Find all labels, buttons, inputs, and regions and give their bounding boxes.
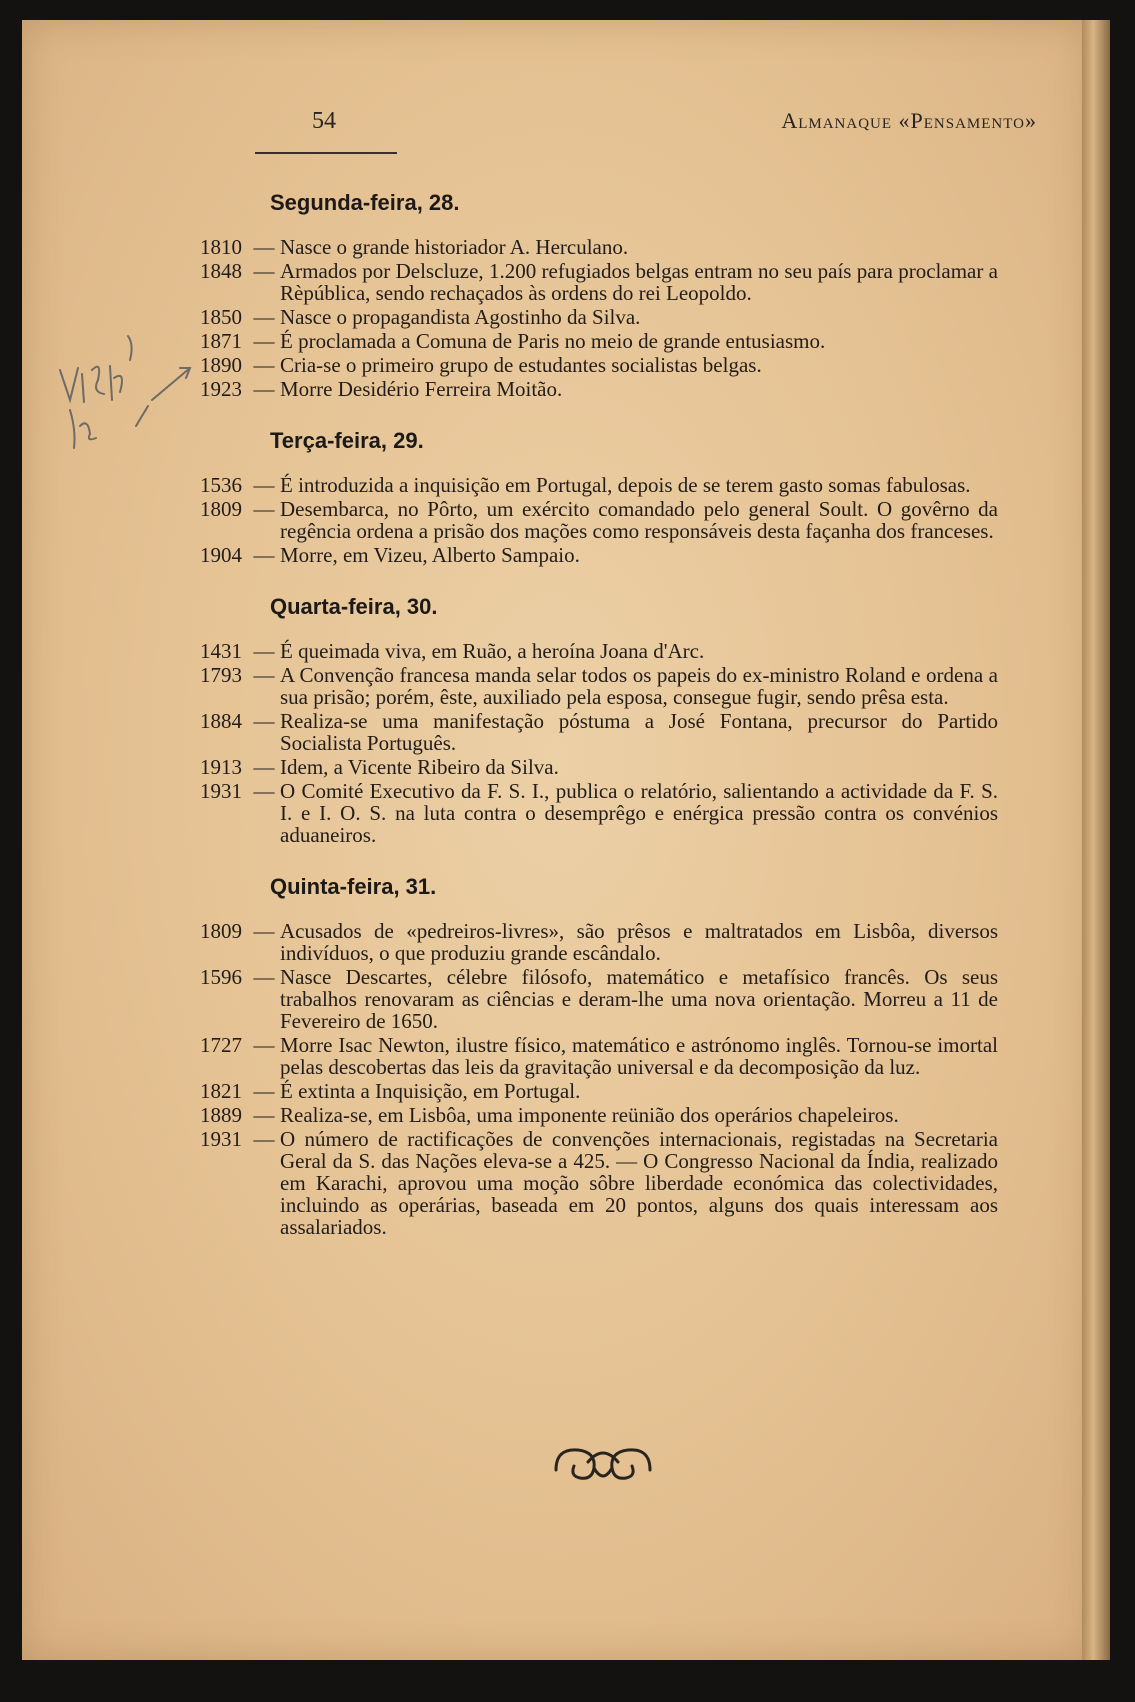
header-rule xyxy=(255,152,397,154)
entry-year: 1913 xyxy=(200,755,242,779)
entry-dash: — xyxy=(253,1033,275,1057)
running-title: Almanaque «Pensamento» xyxy=(781,108,1037,133)
list-item xyxy=(200,330,1000,352)
entry-year: 1923 xyxy=(200,377,242,401)
entry-list xyxy=(200,236,1000,400)
entry-text: É introduzida a inquisição em Portugal, depois de se terem gasto somas fabulosas. xyxy=(280,473,971,497)
entry-year: 1884 xyxy=(200,709,242,733)
entry-text: Realiza-se, em Lisbôa, uma imponente reünião dos operários chapeleiros. xyxy=(280,1103,899,1127)
entry-text: Acusados de «pedreiros-livres», são prêsos e maltratados em Lisbôa, diversos indivíduos, o que produziu grande escândalo. xyxy=(280,919,998,965)
list-item xyxy=(200,966,1000,1032)
page-header xyxy=(0,108,1135,148)
entry-dash: — xyxy=(253,353,275,377)
entry-text: Realiza-se uma manifestação póstuma a José Fontana, precursor do Partido Socialista Português. xyxy=(280,709,998,755)
page-content xyxy=(200,190,1000,1266)
entry-dash: — xyxy=(253,919,275,943)
handwritten-annotation xyxy=(40,330,200,470)
entry-year: 1810 xyxy=(200,235,242,259)
entry-year: 1848 xyxy=(200,259,242,283)
entry-list xyxy=(200,474,1000,566)
entry-year: 1931 xyxy=(200,1127,242,1151)
entry-dash: — xyxy=(253,497,275,521)
entry-year: 1904 xyxy=(200,543,242,567)
entry-text: Armados por Delscluze, 1.200 refugiados belgas entram no seu país para proclamar a Rèpública, sendo rechaçados às ordens do rei Leopoldo. xyxy=(280,259,998,305)
entry-dash: — xyxy=(253,473,275,497)
list-item xyxy=(200,306,1000,328)
entry-year: 1821 xyxy=(200,1079,242,1103)
entry-text: É proclamada a Comuna de Paris no meio de grande entusiasmo. xyxy=(280,329,826,353)
entry-dash: — xyxy=(253,329,275,353)
entry-text: Morre Isac Newton, ilustre físico, matemático e astrónomo inglês. Tornou-se imortal pelas descobertas das leis da gravitação universal e da decomposição da luz. xyxy=(280,1033,998,1079)
list-item xyxy=(200,354,1000,376)
page-edge xyxy=(1082,20,1110,1660)
entry-dash: — xyxy=(253,305,275,329)
day-heading: Segunda-feira, 28. xyxy=(270,190,460,215)
list-item xyxy=(200,756,1000,778)
list-item xyxy=(200,474,1000,496)
entry-year: 1809 xyxy=(200,919,242,943)
entry-dash: — xyxy=(253,709,275,733)
entry-dash: — xyxy=(253,1127,275,1151)
entry-year: 1809 xyxy=(200,497,242,521)
list-item xyxy=(200,710,1000,754)
list-item xyxy=(200,1128,1000,1238)
entry-dash: — xyxy=(253,1079,275,1103)
list-item xyxy=(200,378,1000,400)
entry-list xyxy=(200,920,1000,1238)
entry-text: A Convenção francesa manda selar todos os papeis do ex-ministro Roland e ordena a sua prisão; porém, êste, auxiliado pela esposa, consegue fugir, sendo prêsa esta. xyxy=(280,663,998,709)
page-number: 54 xyxy=(312,108,336,134)
list-item xyxy=(200,544,1000,566)
day-heading: Quarta-feira, 30. xyxy=(270,594,438,619)
list-item xyxy=(200,236,1000,258)
entry-text: É extinta a Inquisição, em Portugal. xyxy=(280,1079,581,1103)
list-item xyxy=(200,664,1000,708)
decorative-ornament-icon xyxy=(548,1440,658,1490)
entry-dash: — xyxy=(253,663,275,687)
entry-year: 1431 xyxy=(200,639,242,663)
entry-text: Desembarca, no Pôrto, um exército comandado pelo general Soult. O govêrno da regência ordena a prisão dos mações como responsáveis desta façanha dos franceses. xyxy=(280,497,998,543)
list-item xyxy=(200,260,1000,304)
entry-text: Morre Desidério Ferreira Moitão. xyxy=(280,377,563,401)
list-item xyxy=(200,1104,1000,1126)
list-item xyxy=(200,1080,1000,1102)
entry-year: 1871 xyxy=(200,329,242,353)
entry-year: 1536 xyxy=(200,473,242,497)
entry-list xyxy=(200,640,1000,846)
entry-year: 1727 xyxy=(200,1033,242,1057)
entry-year: 1850 xyxy=(200,305,242,329)
entry-text: Nasce Descartes, célebre filósofo, matemático e metafísico francês. Os seus trabalhos renovaram as ciências e deram-lhe uma nova orientação. Morreu a 11 de Fevereiro de 1650. xyxy=(280,965,998,1033)
entry-text: É queimada viva, em Ruão, a heroína Joana d'Arc. xyxy=(280,639,705,663)
entry-dash: — xyxy=(253,1103,275,1127)
entry-year: 1889 xyxy=(200,1103,242,1127)
entry-dash: — xyxy=(253,755,275,779)
list-item xyxy=(200,920,1000,964)
entry-year: 1596 xyxy=(200,965,242,989)
entry-text: O Comité Executivo da F. S. I., publica o relatório, salientando a actividade da F. S. I. e I. O. S. na luta contra o desemprêgo e enérgica pressão contra os convénios aduaneiros. xyxy=(280,779,998,847)
day-heading: Terça-feira, 29. xyxy=(270,428,424,453)
entry-year: 1890 xyxy=(200,353,242,377)
list-item xyxy=(200,780,1000,846)
entry-year: 1793 xyxy=(200,663,242,687)
entry-text: Idem, a Vicente Ribeiro da Silva. xyxy=(280,755,559,779)
entry-dash: — xyxy=(253,639,275,663)
entry-text: Morre, em Vizeu, Alberto Sampaio. xyxy=(280,543,580,567)
entry-text: Nasce o grande historiador A. Herculano. xyxy=(280,235,629,259)
list-item xyxy=(200,1034,1000,1078)
day-heading: Quinta-feira, 31. xyxy=(270,874,437,899)
entry-text: O número de ractificações de convenções internacionais, registadas na Secretaria Geral da S. das Nações eleva-se a 425. — O Congresso Nacional da Índia, realizado em Karachi, aprovou uma moção sôbre liberdade económica das colectividades, incluindo as operárias, baseada em 20 pontos, alguns dos quais interessam aos assalariados. xyxy=(280,1127,998,1239)
entry-dash: — xyxy=(253,779,275,803)
entry-text: Nasce o propagandista Agostinho da Silva. xyxy=(280,305,641,329)
entry-dash: — xyxy=(253,259,275,283)
entry-year: 1931 xyxy=(200,779,242,803)
entry-dash: — xyxy=(253,543,275,567)
entry-dash: — xyxy=(253,235,275,259)
entry-dash: — xyxy=(253,377,275,401)
entry-text: Cria-se o primeiro grupo de estudantes socialistas belgas. xyxy=(280,353,762,377)
list-item xyxy=(200,498,1000,542)
entry-dash: — xyxy=(253,965,275,989)
list-item xyxy=(200,640,1000,662)
